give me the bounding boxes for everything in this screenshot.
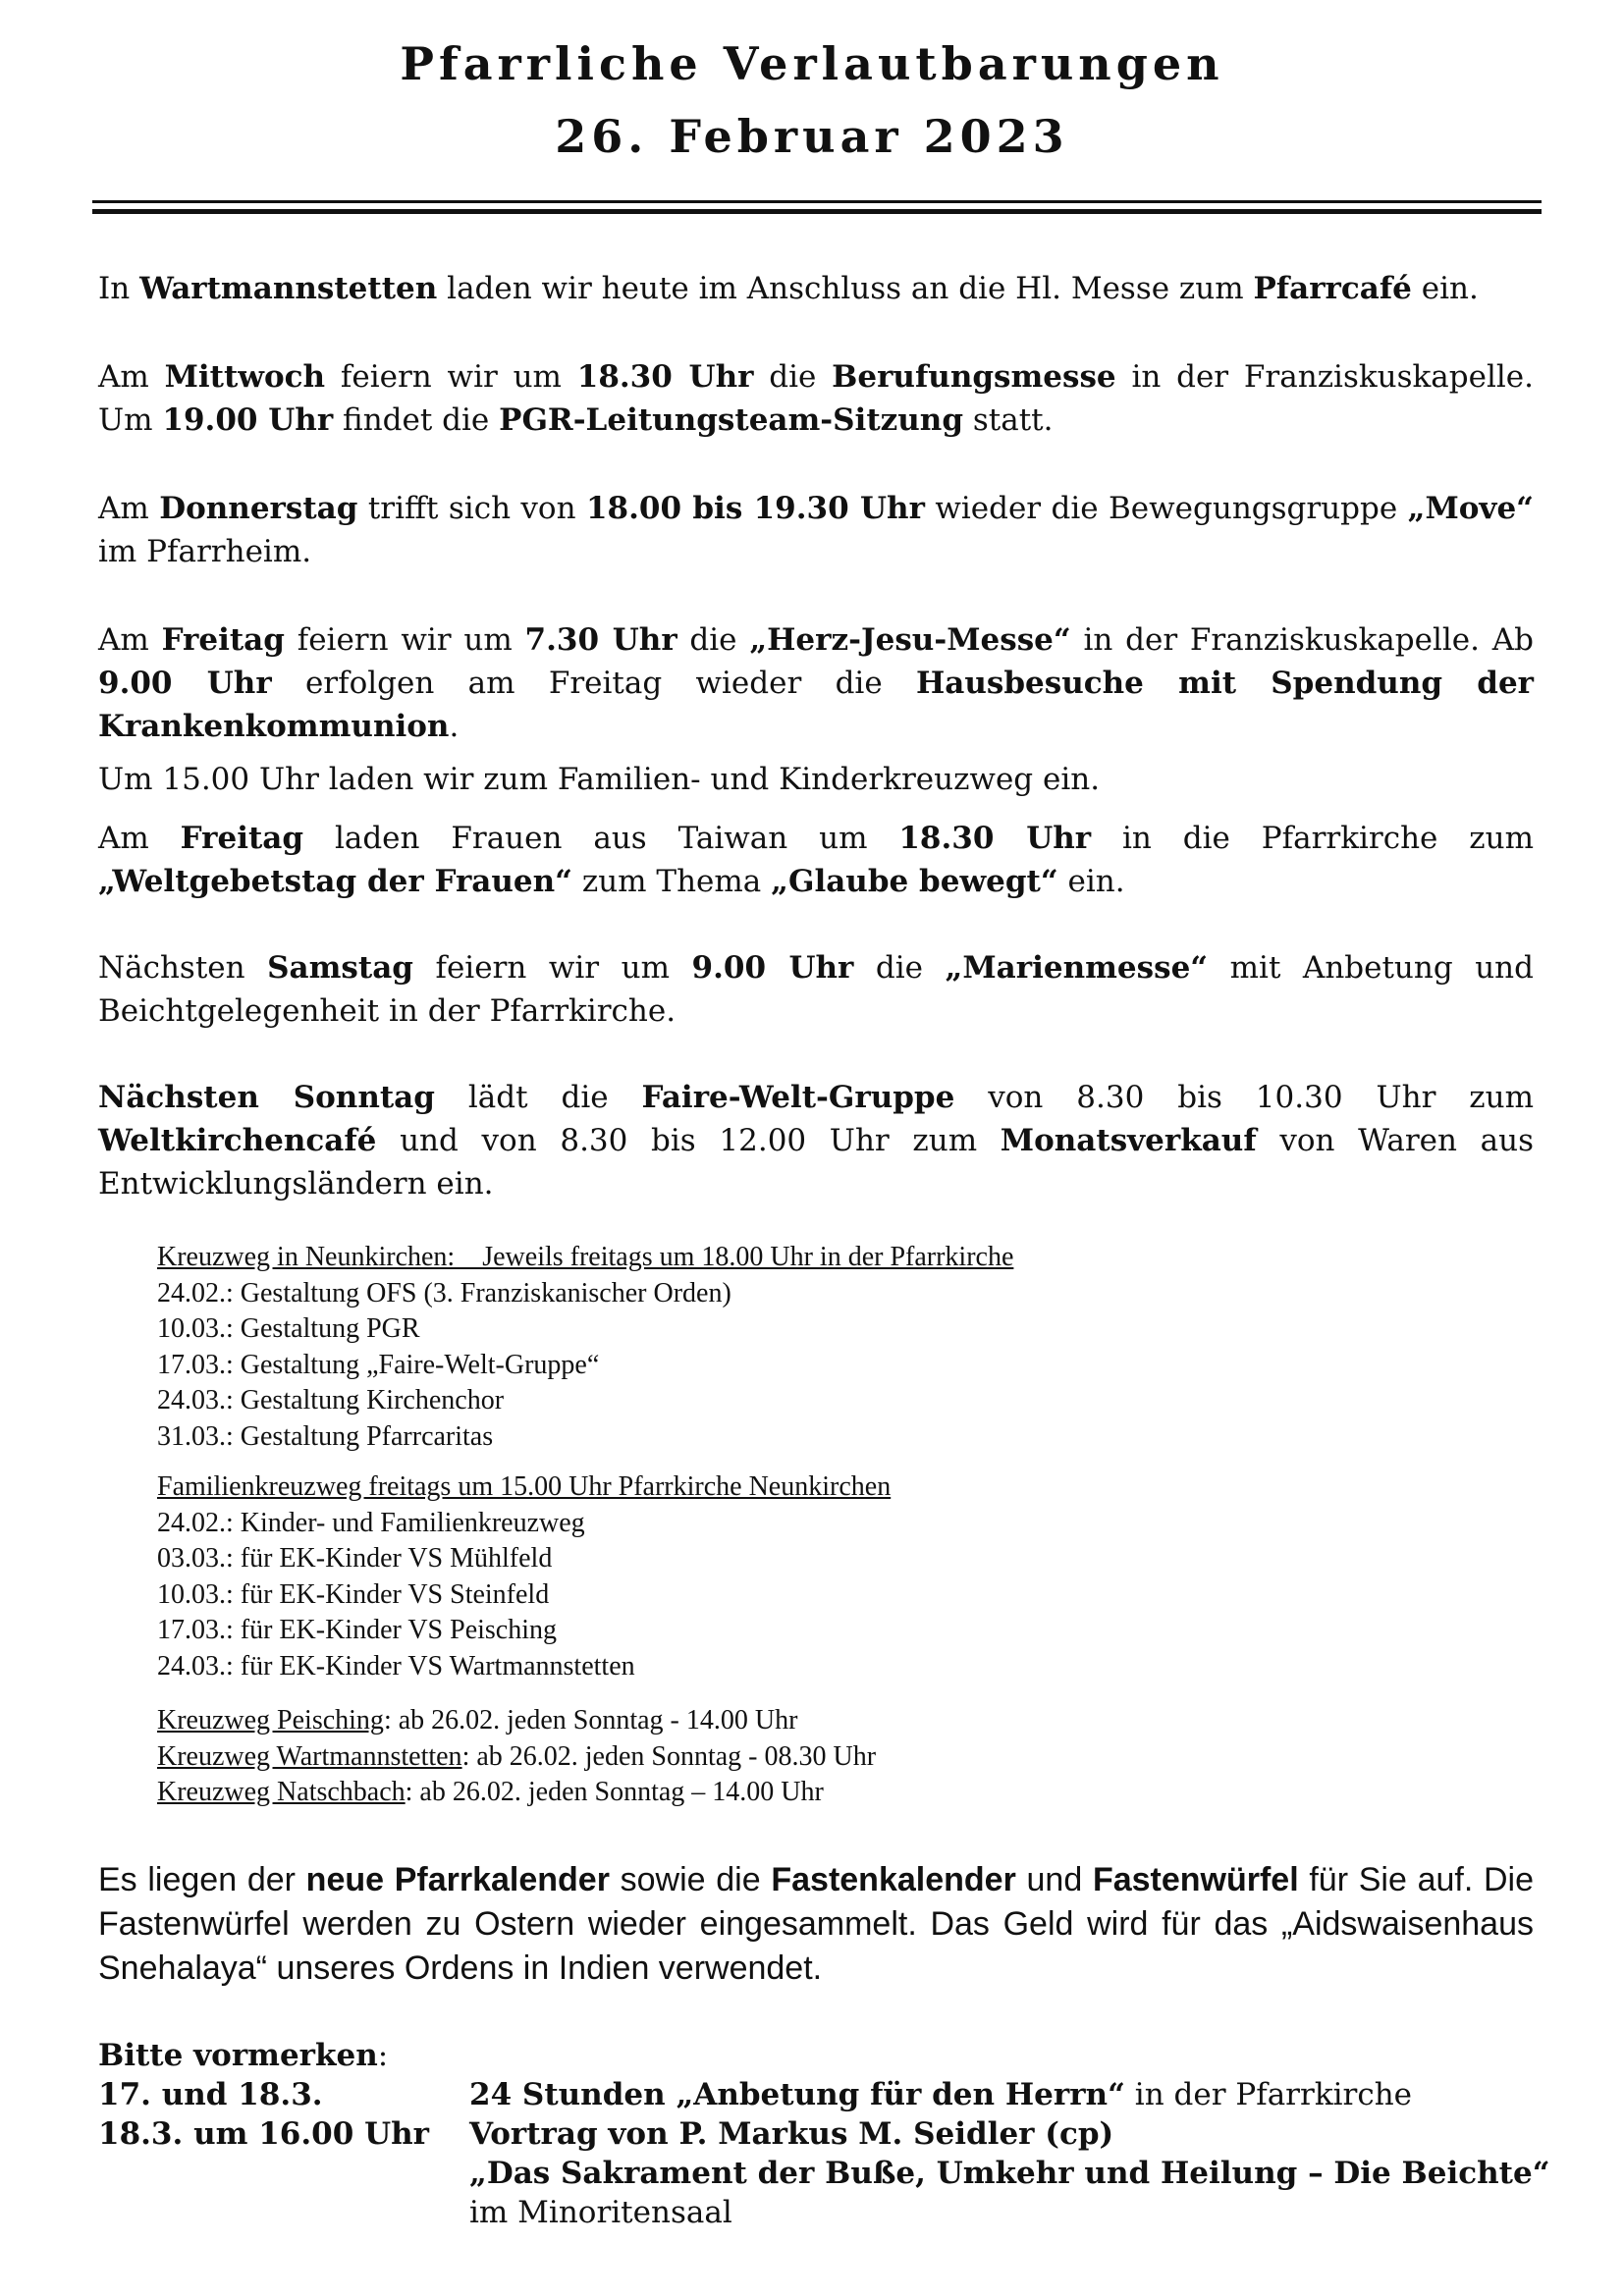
local-kreuzweg-list (157, 1703, 1434, 1811)
kreuzweg-item: 24.02.: Gestaltung OFS (3. Franziskanischer Orden) (157, 1277, 731, 1308)
local-kreuzweg-item: Kreuzweg Natschbach: ab 26.02. jeden Sonntag – 14.00 Uhr (157, 1777, 824, 1807)
local-kreuzweg-item: Kreuzweg Wartmannstetten: ab 26.02. jeden Sonntag - 08.30 Uhr (157, 1740, 877, 1772)
announcement-pfarrkalender: Es liegen der neue Pfarrkalender sowie die Fastenkalender und Fastenwürfel für Sie auf. Die Fastenwürfel werden zu Ostern wieder eingesammelt. Das Geld wird für das „Aidswaisenhaus Snehalaya“ unseres Ordens in Indien verwendet. (98, 1861, 1534, 1987)
familienkreuzweg-item: 24.03.: für EK-Kinder VS Wartmannstetten (157, 1650, 635, 1682)
title-rule-thick (92, 209, 1542, 214)
page-title: Pfarrliche Verlautbarungen (400, 37, 1224, 90)
announcement-marienmesse: Nächsten Samstag feiern wir um 9.00 Uhr die „Marienmesse“ mit Anbetung und Beichtgelegenheit in der Pfarrkirche. (98, 950, 1534, 1029)
announcement-mittwoch: Am Mittwoch feiern wir um 18.30 Uhr die Berufungsmesse in der Franziskuskapelle. Um 19.00 Uhr findet die PGR-Leitungsteam-Sitzung statt. (98, 359, 1534, 438)
kreuzweg-item: 10.03.: Gestaltung PGR (157, 1313, 420, 1344)
reminder-date: 18.3. um 16.00 Uhr (98, 2116, 429, 2152)
announcement-donnerstag: Am Donnerstag trifft sich von 18.00 bis 19.30 Uhr wieder die Bewegungsgruppe „Move“ im Pfarrheim. (98, 491, 1534, 569)
kreuzweg-item: 17.03.: Gestaltung „Faire-Welt-Gruppe“ (157, 1349, 600, 1380)
reminder-event-subtitle: „Das Sakrament der Buße, Umkehr und Heilung – Die Beichte“ (469, 2156, 1550, 2191)
reminder-row-1 (98, 2075, 1542, 2114)
local-kreuzweg-item: Kreuzweg Peisching: ab 26.02. jeden Sonntag - 14.00 Uhr (157, 1705, 798, 1735)
familienkreuzweg-schedule (157, 1469, 1434, 1684)
reminder-event: 24 Stunden „Anbetung für den Herrn“ in der Pfarrkirche (469, 2077, 1413, 2112)
reminder-event-location: im Minoritensaal (469, 2195, 732, 2230)
page-date: 26. Februar 2023 (555, 110, 1069, 163)
familienkreuzweg-item: 24.02.: Kinder- und Familienkreuzweg (157, 1507, 585, 1538)
kreuzweg-neunkirchen-schedule (157, 1240, 1434, 1455)
announcement-weltgebetstag: Am Freitag laden Frauen aus Taiwan um 18.30 Uhr in die Pfarrkirche zum „Weltgebetstag der Frauen“ zum Thema „Glaube bewegt“ ein. (98, 821, 1534, 899)
announcement-freitag: Am Freitag feiern wir um 7.30 Uhr die „Herz-Jesu-Messe“ in der Franziskuskapelle. Ab 9.00 Uhr erfolgen am Freitag wieder die Hausbesuche mit Spendung der Krankenkommunion. (98, 622, 1535, 744)
reminder-date: 17. und 18.3. (98, 2077, 323, 2112)
kreuzweg-item: 31.03.: Gestaltung Pfarrcaritas (157, 1420, 494, 1452)
reminder-row-2 (98, 2114, 1550, 2232)
announcement-weltkirchencafe: Nächsten Sonntag lädt die Faire-Welt-Gruppe von 8.30 bis 10.30 Uhr zum Weltkirchencafé und von 8.30 bis 12.00 Uhr zum Monatsverkauf von Waren aus Entwicklungsländern ein. (98, 1080, 1534, 1201)
reminder-heading: Bitte vormerken: (98, 2038, 389, 2073)
familienkreuzweg-item: 03.03.: für EK-Kinder VS Mühlfeld (157, 1543, 553, 1574)
reminder-event-title: Vortrag von P. Markus M. Seidler (cp) (469, 2116, 1114, 2152)
announcement-kinderkreuzweg: Um 15.00 Uhr laden wir zum Familien- und Kinderkreuzweg ein. (98, 762, 1101, 797)
familienkreuzweg-item: 10.03.: für EK-Kinder VS Steinfeld (157, 1578, 550, 1610)
announcement-pfarrcafe: In Wartmannstetten laden wir heute im Anschluss an die Hl. Messe zum Pfarrcafé ein. (98, 271, 1479, 306)
familienkreuzweg-item: 17.03.: für EK-Kinder VS Peisching (157, 1615, 557, 1645)
title-rule-thin (92, 200, 1542, 203)
kreuzweg-heading: Kreuzweg in Neunkirchen: Jeweils freitags um 18.00 Uhr in der Pfarrkirche (157, 1242, 1014, 1272)
familienkreuzweg-heading: Familienkreuzweg freitags um 15.00 Uhr Pfarrkirche Neunkirchen (157, 1471, 892, 1502)
kreuzweg-item: 24.03.: Gestaltung Kirchenchor (157, 1385, 505, 1415)
